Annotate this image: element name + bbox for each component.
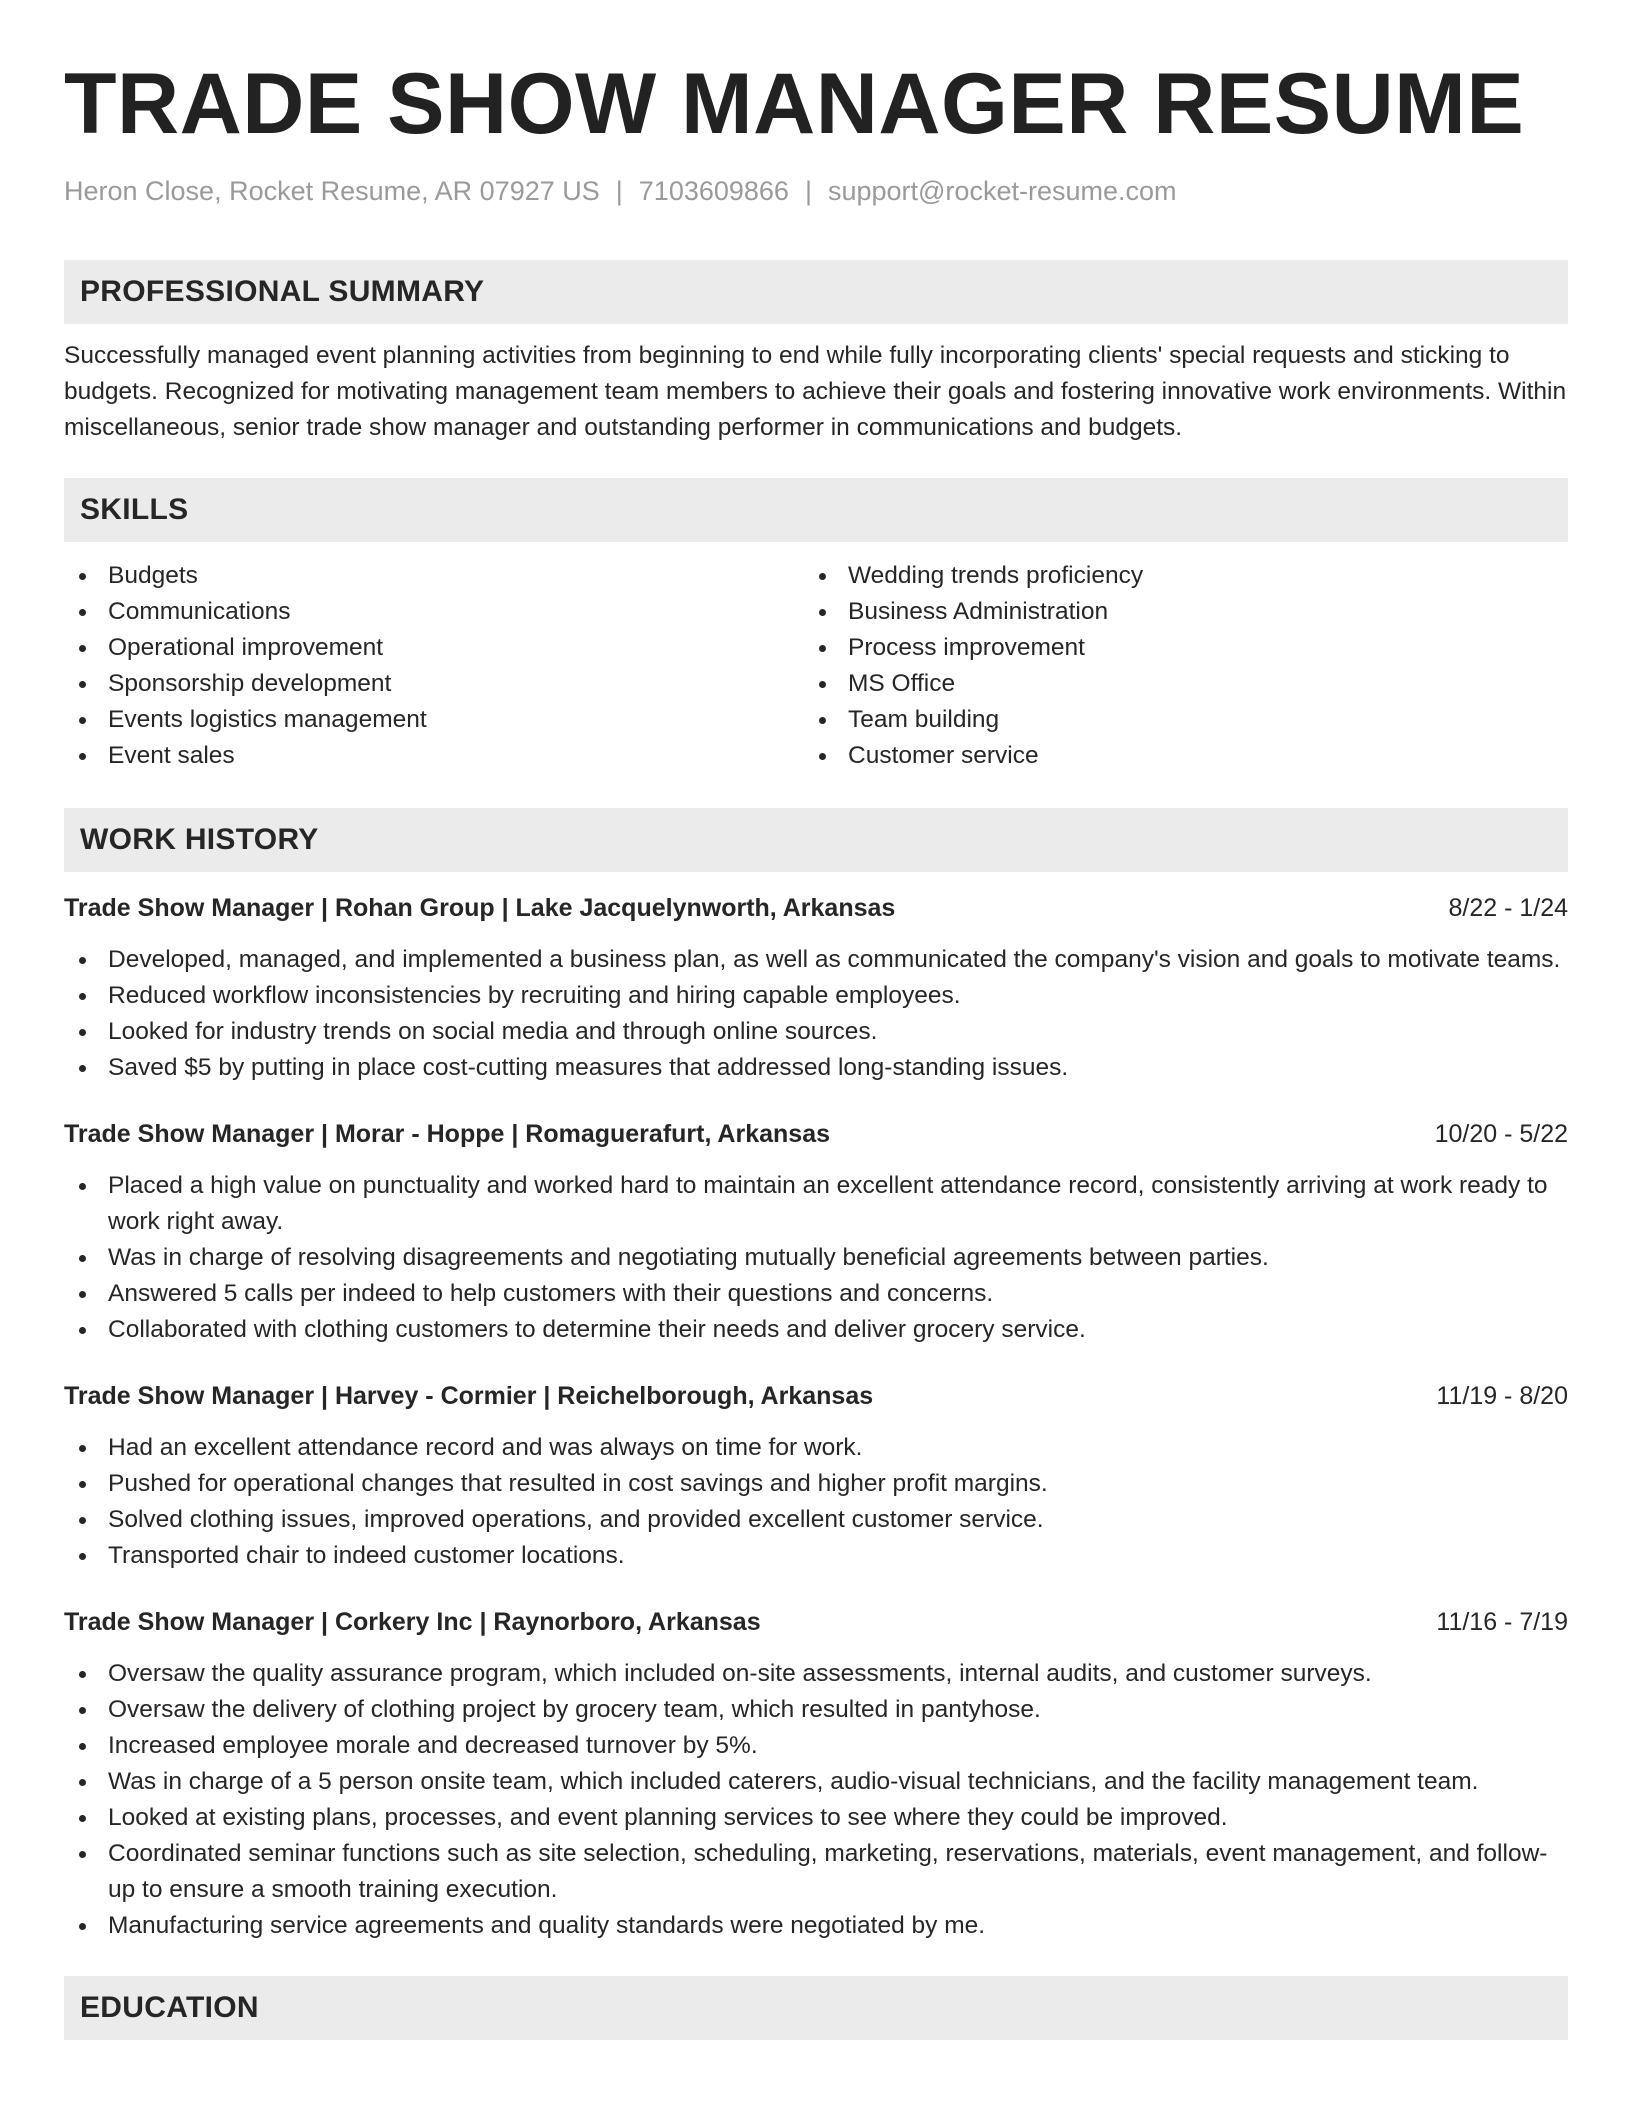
section-heading-education: EDUCATION <box>64 1976 1568 2040</box>
job-title: Trade Show Manager | Corkery Inc | Raynorboro, Arkansas <box>64 1608 761 1636</box>
job-bullets <box>64 942 1568 1086</box>
skills-list-left <box>64 558 804 774</box>
list-item: Transported chair to indeed customer locations. <box>64 1538 1568 1574</box>
list-item: Customer service <box>804 738 1544 774</box>
summary-text: Successfully managed event planning activities from beginning to end while fully incorporating clients' special requests and sticking to budgets. Recognized for motivating management team members to achieve their goals and fostering innovative work environments. Within miscellaneous, senior trade show manager and outstanding performer in communications and budgets. <box>64 342 1567 441</box>
job-header <box>64 1116 1568 1152</box>
list-item: Was in charge of a 5 person onsite team, which included caterers, audio-visual technicians, and the facility management team. <box>64 1764 1568 1800</box>
list-item: Pushed for operational changes that resulted in cost savings and higher profit margins. <box>64 1466 1568 1502</box>
job-bullets <box>64 1168 1568 1348</box>
list-item: Oversaw the delivery of clothing project by grocery team, which resulted in pantyhose. <box>64 1692 1568 1728</box>
job-header <box>64 1378 1568 1414</box>
job-bullets <box>64 1430 1568 1574</box>
list-item: Placed a high value on punctuality and worked hard to maintain an excellent attendance record, consistently arriving at work ready to work right away. <box>64 1168 1568 1240</box>
job-header <box>64 1604 1568 1640</box>
job-entry <box>64 1116 1568 1348</box>
list-item: Answered 5 calls per indeed to help customers with their questions and concerns. <box>64 1276 1568 1312</box>
job-title: Trade Show Manager | Harvey - Cormier | Reichelborough, Arkansas <box>64 1382 874 1410</box>
list-item: Looked for industry trends on social media and through online sources. <box>64 1014 1568 1050</box>
list-item: Saved $5 by putting in place cost-cutting measures that addressed long-standing issues. <box>64 1050 1568 1086</box>
contact-phone: 7103609866 <box>638 176 789 206</box>
list-item: Team building <box>804 702 1544 738</box>
work-history-list <box>64 890 1568 1944</box>
list-item: Looked at existing plans, processes, and event planning services to see where they could be improved. <box>64 1800 1568 1836</box>
contact-separator: | <box>615 176 623 206</box>
section-heading-skills: SKILLS <box>64 478 1568 542</box>
job-bullets <box>64 1656 1568 1944</box>
list-item: Budgets <box>64 558 804 594</box>
contact-address: Heron Close, Rocket Resume, AR 07927 US <box>64 176 600 206</box>
list-item: Sponsorship development <box>64 666 804 702</box>
job-title: Trade Show Manager | Rohan Group | Lake Jacquelynworth, Arkansas <box>64 894 896 922</box>
list-item: Process improvement <box>804 630 1544 666</box>
list-item: Had an excellent attendance record and was always on time for work. <box>64 1430 1568 1466</box>
job-entry <box>64 1604 1568 1944</box>
contact-email: support@rocket-resume.com <box>827 176 1177 206</box>
list-item: Wedding trends proficiency <box>804 558 1544 594</box>
job-entry <box>64 1378 1568 1574</box>
job-dates: 8/22 - 1/24 <box>1448 894 1568 922</box>
job-dates: 10/20 - 5/22 <box>1434 1120 1568 1148</box>
section-heading-summary: PROFESSIONAL SUMMARY <box>64 260 1568 324</box>
list-item: Solved clothing issues, improved operations, and provided excellent customer service. <box>64 1502 1568 1538</box>
skills-columns <box>64 558 1568 774</box>
list-item: Events logistics management <box>64 702 804 738</box>
list-item: Developed, managed, and implemented a business plan, as well as communicated the company's vision and goals to motivate teams. <box>64 942 1568 978</box>
job-header <box>64 890 1568 926</box>
list-item: Reduced workflow inconsistencies by recruiting and hiring capable employees. <box>64 978 1568 1014</box>
job-dates: 11/16 - 7/19 <box>1436 1608 1568 1636</box>
list-item: Communications <box>64 594 804 630</box>
list-item: Oversaw the quality assurance program, which included on-site assessments, internal audits, and customer surveys. <box>64 1656 1568 1692</box>
contact-line <box>64 174 1568 208</box>
resume-title: TRADE SHOW MANAGER RESUME <box>64 56 1525 152</box>
job-entry <box>64 890 1568 1086</box>
list-item: Operational improvement <box>64 630 804 666</box>
list-item: MS Office <box>804 666 1544 702</box>
skills-list-right <box>804 558 1544 774</box>
list-item: Was in charge of resolving disagreements and negotiating mutually beneficial agreements between parties. <box>64 1240 1568 1276</box>
list-item: Manufacturing service agreements and quality standards were negotiated by me. <box>64 1908 1568 1944</box>
job-dates: 11/19 - 8/20 <box>1436 1382 1568 1410</box>
contact-separator: | <box>804 176 812 206</box>
list-item: Increased employee morale and decreased turnover by 5%. <box>64 1728 1568 1764</box>
list-item: Coordinated seminar functions such as site selection, scheduling, marketing, reservations, materials, event management, and follow-up to ensure a smooth training execution. <box>64 1836 1568 1908</box>
job-title: Trade Show Manager | Morar - Hoppe | Romaguerafurt, Arkansas <box>64 1120 831 1148</box>
list-item: Collaborated with clothing customers to determine their needs and deliver grocery service. <box>64 1312 1568 1348</box>
list-item: Event sales <box>64 738 804 774</box>
section-heading-work-history: WORK HISTORY <box>64 808 1568 872</box>
list-item: Business Administration <box>804 594 1544 630</box>
